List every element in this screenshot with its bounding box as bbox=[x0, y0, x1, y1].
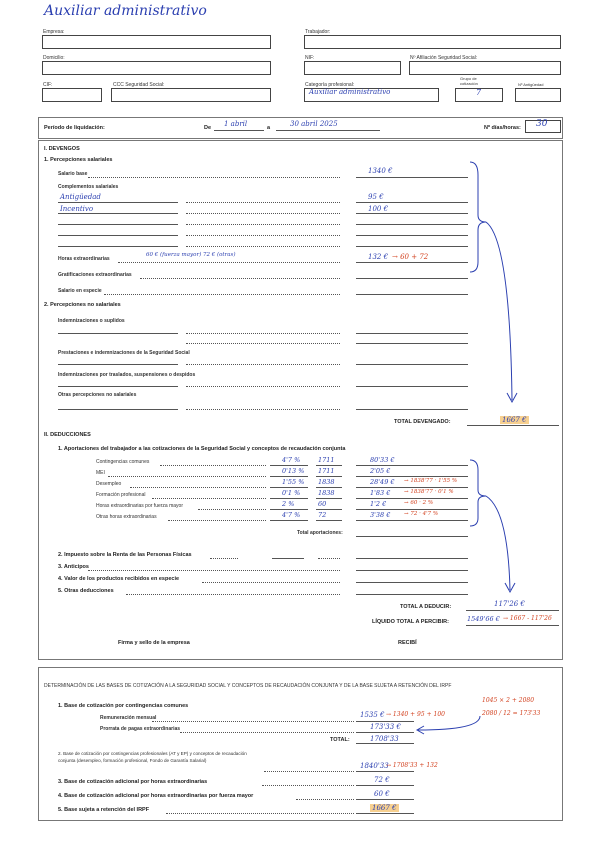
firma-label: Firma y sello de la empresa bbox=[118, 640, 190, 646]
incentivo-label: Incentivo bbox=[60, 205, 94, 213]
grupo-value: 7 bbox=[476, 88, 482, 97]
salario-base-value: 1340 € bbox=[368, 167, 393, 175]
aportacion-label: Horas extraordinarias por fuerza mayor bbox=[96, 503, 183, 509]
period-a: a bbox=[267, 125, 271, 131]
traslados-label: Indemnizaciones por traslados, suspensiones o despidos bbox=[58, 372, 196, 378]
afiliacion-label: Nº Afiliación Seguridad Social: bbox=[410, 55, 478, 61]
aportacion-result: 2'05 € bbox=[370, 467, 391, 475]
liquido-label: LÍQUIDO TOTAL A PERCIBIR: bbox=[372, 619, 449, 625]
page-title: Auxiliar administrativo bbox=[44, 3, 207, 19]
horas-extra-label: Horas extraordinarias bbox=[58, 256, 110, 262]
otras-deducciones-label: 5. Otras deducciones bbox=[58, 588, 114, 594]
horas-extra-breakdown: → 60 + 72 bbox=[392, 253, 429, 261]
total-deducir-value: 117'26 € bbox=[494, 600, 525, 608]
antiguedad-value: 95 € bbox=[368, 193, 384, 201]
aportacion-base: 1711 bbox=[318, 456, 335, 464]
aportacion-result: 3'38 € bbox=[370, 511, 391, 519]
aportacion-pct: 4'7 % bbox=[282, 456, 301, 464]
aportacion-pct: 1'55 % bbox=[282, 478, 305, 486]
dias-label: Nº días/horas: bbox=[484, 125, 521, 131]
anticipos-label: 3. Anticipos bbox=[58, 564, 89, 570]
prorrata-label: Prorrata de pagas extraordinarias bbox=[100, 726, 181, 732]
remuneracion-label: Remuneración mensual bbox=[100, 715, 157, 721]
aportacion-result: 28'49 € bbox=[370, 478, 395, 486]
aportacion-base: 1711 bbox=[318, 467, 335, 475]
aportacion-pct: 0'13 % bbox=[282, 467, 305, 475]
aportacion-note: → 1838'77 · 1'55 % bbox=[404, 478, 458, 484]
remuneracion-note: → 1340 + 95 + 100 bbox=[386, 711, 445, 718]
cif-label: CIF: bbox=[43, 82, 53, 88]
period-label: Período de liquidación: bbox=[44, 125, 105, 131]
at-label: 2. Base de cotización por contingencias profesionales (AT y EP) y conceptos de recaudación conjunta (desempleo, formación profesional, Fondo de Garantía Salarial) bbox=[58, 751, 247, 763]
irpf-label: 2. Impuesto sobre la Renta de las Personas Físicas bbox=[58, 552, 192, 558]
salariales-heading: 1. Percepciones salariales bbox=[44, 157, 113, 163]
aportacion-base: 72 bbox=[318, 511, 327, 519]
aportaciones-heading: 1. Aportaciones del trabajador a las cotizaciones de la Seguridad Social y conceptos de recaudación conjunta bbox=[58, 446, 346, 452]
categoria-value: Auxiliar administrativo bbox=[309, 88, 391, 96]
fuerza-base-value: 60 € bbox=[374, 790, 390, 798]
no-salariales-heading: 2. Percepciones no salariales bbox=[44, 302, 121, 308]
aportacion-note: → 60 · 2 % bbox=[404, 500, 434, 506]
at-note: → 1708'33 + 132 bbox=[386, 762, 438, 769]
dias-value: 30 bbox=[536, 119, 548, 129]
incentivo-value: 100 € bbox=[368, 205, 389, 213]
salario-base-label: Salario base bbox=[58, 171, 88, 177]
nif-label: NIF: bbox=[305, 55, 315, 61]
total-devengado-label: TOTAL DEVENGADO: bbox=[394, 419, 451, 425]
aportacion-label: MEI bbox=[96, 470, 105, 476]
aportacion-label: Formación profesional bbox=[96, 492, 146, 498]
grupo-label: Grupo de cotización bbox=[460, 76, 478, 86]
aportacion-note: → 72 · 4'7 % bbox=[404, 511, 439, 517]
aportacion-note: → 1838'77 · 0'1 % bbox=[404, 489, 454, 495]
at-value: 1840'33 bbox=[360, 762, 389, 770]
bases-title: DETERMINACIÓN DE LAS BASES DE COTIZACIÓN A LA SEGURIDAD SOCIAL Y CONCEPTOS DE RECAUDACIÓN CONJUNTA Y DE LA BASE SUJETA A RETENCIÓN DEL IRPF bbox=[44, 683, 452, 689]
especie-label: 4. Valor de los productos recibidos en especie bbox=[58, 576, 180, 582]
aportacion-base: 60 bbox=[318, 500, 327, 508]
aportacion-pct: 0'1 % bbox=[282, 489, 301, 497]
categoria-label: Categoría profesional: bbox=[305, 82, 355, 88]
horas-base-value: 72 € bbox=[374, 776, 390, 784]
aportacion-result: 1'83 € bbox=[370, 489, 391, 497]
indemnizaciones-label: Indemnizaciones o suplidos bbox=[58, 318, 125, 324]
remuneracion-value: 1535 € bbox=[360, 711, 385, 719]
aportacion-pct: 2 % bbox=[282, 500, 295, 508]
cc-title: 1. Base de cotización por contingencias comunes bbox=[58, 703, 189, 709]
horas-extra-note: 60 € (fuerza mayor) 72 € (otras) bbox=[146, 252, 236, 258]
aportacion-pct: 4'7 % bbox=[282, 511, 301, 519]
liquido-note: → 1667 - 117'26 bbox=[503, 615, 552, 622]
irpf-base-label: 5. Base sujeta a retención del IRPF bbox=[58, 807, 150, 813]
deducciones-title: II. DEDUCCIONES bbox=[44, 432, 91, 438]
aportacion-base: 1838 bbox=[318, 478, 335, 486]
gratificaciones-label: Gratificaciones extraordinarias bbox=[58, 272, 132, 278]
otras-percepciones-label: Otras percepciones no salariales bbox=[58, 392, 137, 398]
aportacion-result: 1'2 € bbox=[370, 500, 387, 508]
total-devengado-value: 1667 € bbox=[502, 416, 527, 424]
total-aportaciones-label: Total aportaciones: bbox=[297, 530, 343, 536]
antiguedad-label: Nº Antigüedad bbox=[518, 82, 544, 87]
complementos-label: Complementos salariales bbox=[58, 184, 119, 190]
ccc-label: CCC Seguridad Social: bbox=[113, 82, 165, 88]
period-from: 1 abril bbox=[224, 120, 248, 128]
period-de: De bbox=[204, 125, 212, 131]
horas-extra-value: 132 € bbox=[368, 253, 389, 261]
empresa-label: Empresa: bbox=[43, 29, 65, 35]
aportacion-label: Desempleo bbox=[96, 481, 122, 487]
bases-total-label: TOTAL: bbox=[330, 737, 350, 743]
antiguedad-label-hand: Antigüedad bbox=[60, 193, 101, 201]
prorrata-value: 173'33 € bbox=[370, 723, 401, 731]
bases-total-value: 1708'33 bbox=[370, 735, 399, 743]
period-to: 30 abril 2025 bbox=[290, 120, 338, 128]
aportacion-label: Otras horas extraordinarias bbox=[96, 514, 157, 520]
irpf-base-value: 1667 € bbox=[372, 804, 397, 812]
bases-note-2: 2080 / 12 = 173'33 bbox=[482, 710, 541, 717]
liquido-value: 1549'66 € bbox=[467, 615, 500, 623]
trabajador-label: Trabajador: bbox=[305, 29, 331, 35]
salario-especie-label: Salario en especie bbox=[58, 288, 102, 294]
domicilio-label: Domicilio: bbox=[43, 55, 65, 61]
bases-note-1: 1045 × 2 + 2080 bbox=[482, 697, 535, 704]
total-deducir-label: TOTAL A DEDUCIR: bbox=[400, 604, 452, 610]
prestaciones-label: Prestaciones e indemnizaciones de la Seguridad Social bbox=[58, 350, 190, 356]
horas-base-label: 3. Base de cotización adicional por horas extraordinarias bbox=[58, 779, 208, 785]
aportacion-base: 1838 bbox=[318, 489, 335, 497]
aportacion-result: 80'33 € bbox=[370, 456, 395, 464]
fuerza-base-label: 4. Base de cotización adicional por horas extraordinarias por fuerza mayor bbox=[58, 793, 254, 799]
devengos-title: I. DEVENGOS bbox=[44, 146, 80, 152]
aportacion-label: Contingencias comunes bbox=[96, 459, 150, 465]
recibi-label: RECIBÍ bbox=[398, 640, 417, 646]
